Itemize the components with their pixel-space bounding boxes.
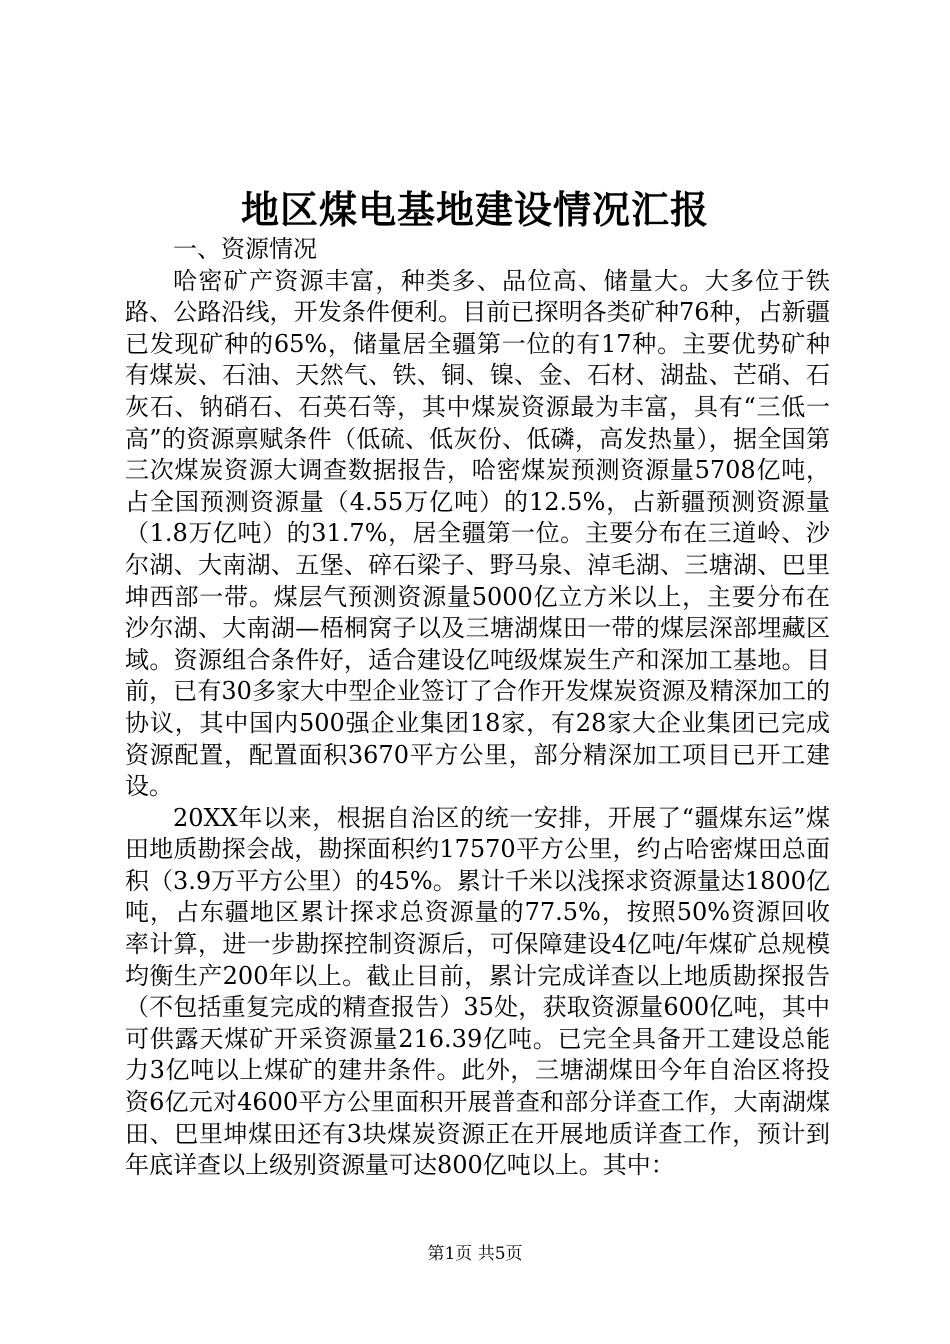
document-body [125,234,830,1182]
body-paragraph: 哈密矿产资源丰富，种类多、品位高、储量大。大多位于铁路、公路沿线，开发条件便利。目前已探明各类矿种76种，占新疆已发现矿种的65%，储量居全疆第一位的有17种。主要优势矿种有煤炭、石油、天然气、铁、铜、镍、金、石材、湖盐、芒硝、石灰石、钠硝石、石英石等，其中煤炭资源最为丰富，具有“三低一高”的资源禀赋条件（低硫、低灰份、低磷，高发热量），据全国第三次煤炭资源大调查数据报告，哈密煤炭预测资源量5708亿吨，占全国预测资源量（4.55万亿吨）的12.5%，占新疆预测资源量（1.8万亿吨）的31.7%，居全疆第一位。主要分布在三道岭、沙尔湖、大南湖、五堡、碎石梁子、野马泉、淖毛湖、三塘湖、巴里坤西部一带。煤层气预测资源量5000亿立方米以上，主要分布在沙尔湖、大南湖—梧桐窝子以及三塘湖煤田一带的煤层深部埋藏区域。资源组合条件好，适合建设亿吨级煤炭生产和深加工基地。目前，已有30多家大中型企业签订了合作开发煤炭资源及精深加工的协议，其中国内500强企业集团18家，有28家大企业集团已完成资源配置，配置面积3670平方公里，部分精深加工项目已开工建设。 [125,266,830,801]
document-title: 地区煤电基地建设情况汇报 [240,187,709,232]
page-footer: 第1页 共5页 [427,1244,523,1264]
body-paragraph: 20XX年以来，根据自治区的统一安排，开展了“疆煤东运”煤田地质勘探会战，勘探面积约17570平方公里，约占哈密煤田总面积（3.9万平方公里）的45%。累计千米以浅探求资源量达1800亿吨，占东疆地区累计探求总资源量的77.5%，按照50%资源回收率计算，进一步勘探控制资源后，可保障建设4亿吨/年煤矿总规模均衡生产200年以上。截止目前，累计完成详查以上地质勘探报告（不包括重复完成的精查报告）35处，获取资源量600亿吨，其中可供露天煤矿开采资源量216.39亿吨。已完全具备开工建设总能力3亿吨以上煤矿的建井条件。此外，三塘湖煤田今年自治区将投资6亿元对4600平方公里面积开展普查和部分详查工作，大南湖煤田、巴里坤煤田还有3块煤炭资源正在开展地质详查工作，预计到年底详查以上级别资源量可达800亿吨以上。其中： [125,803,830,1180]
section-heading: 一、资源情况 [173,235,317,263]
